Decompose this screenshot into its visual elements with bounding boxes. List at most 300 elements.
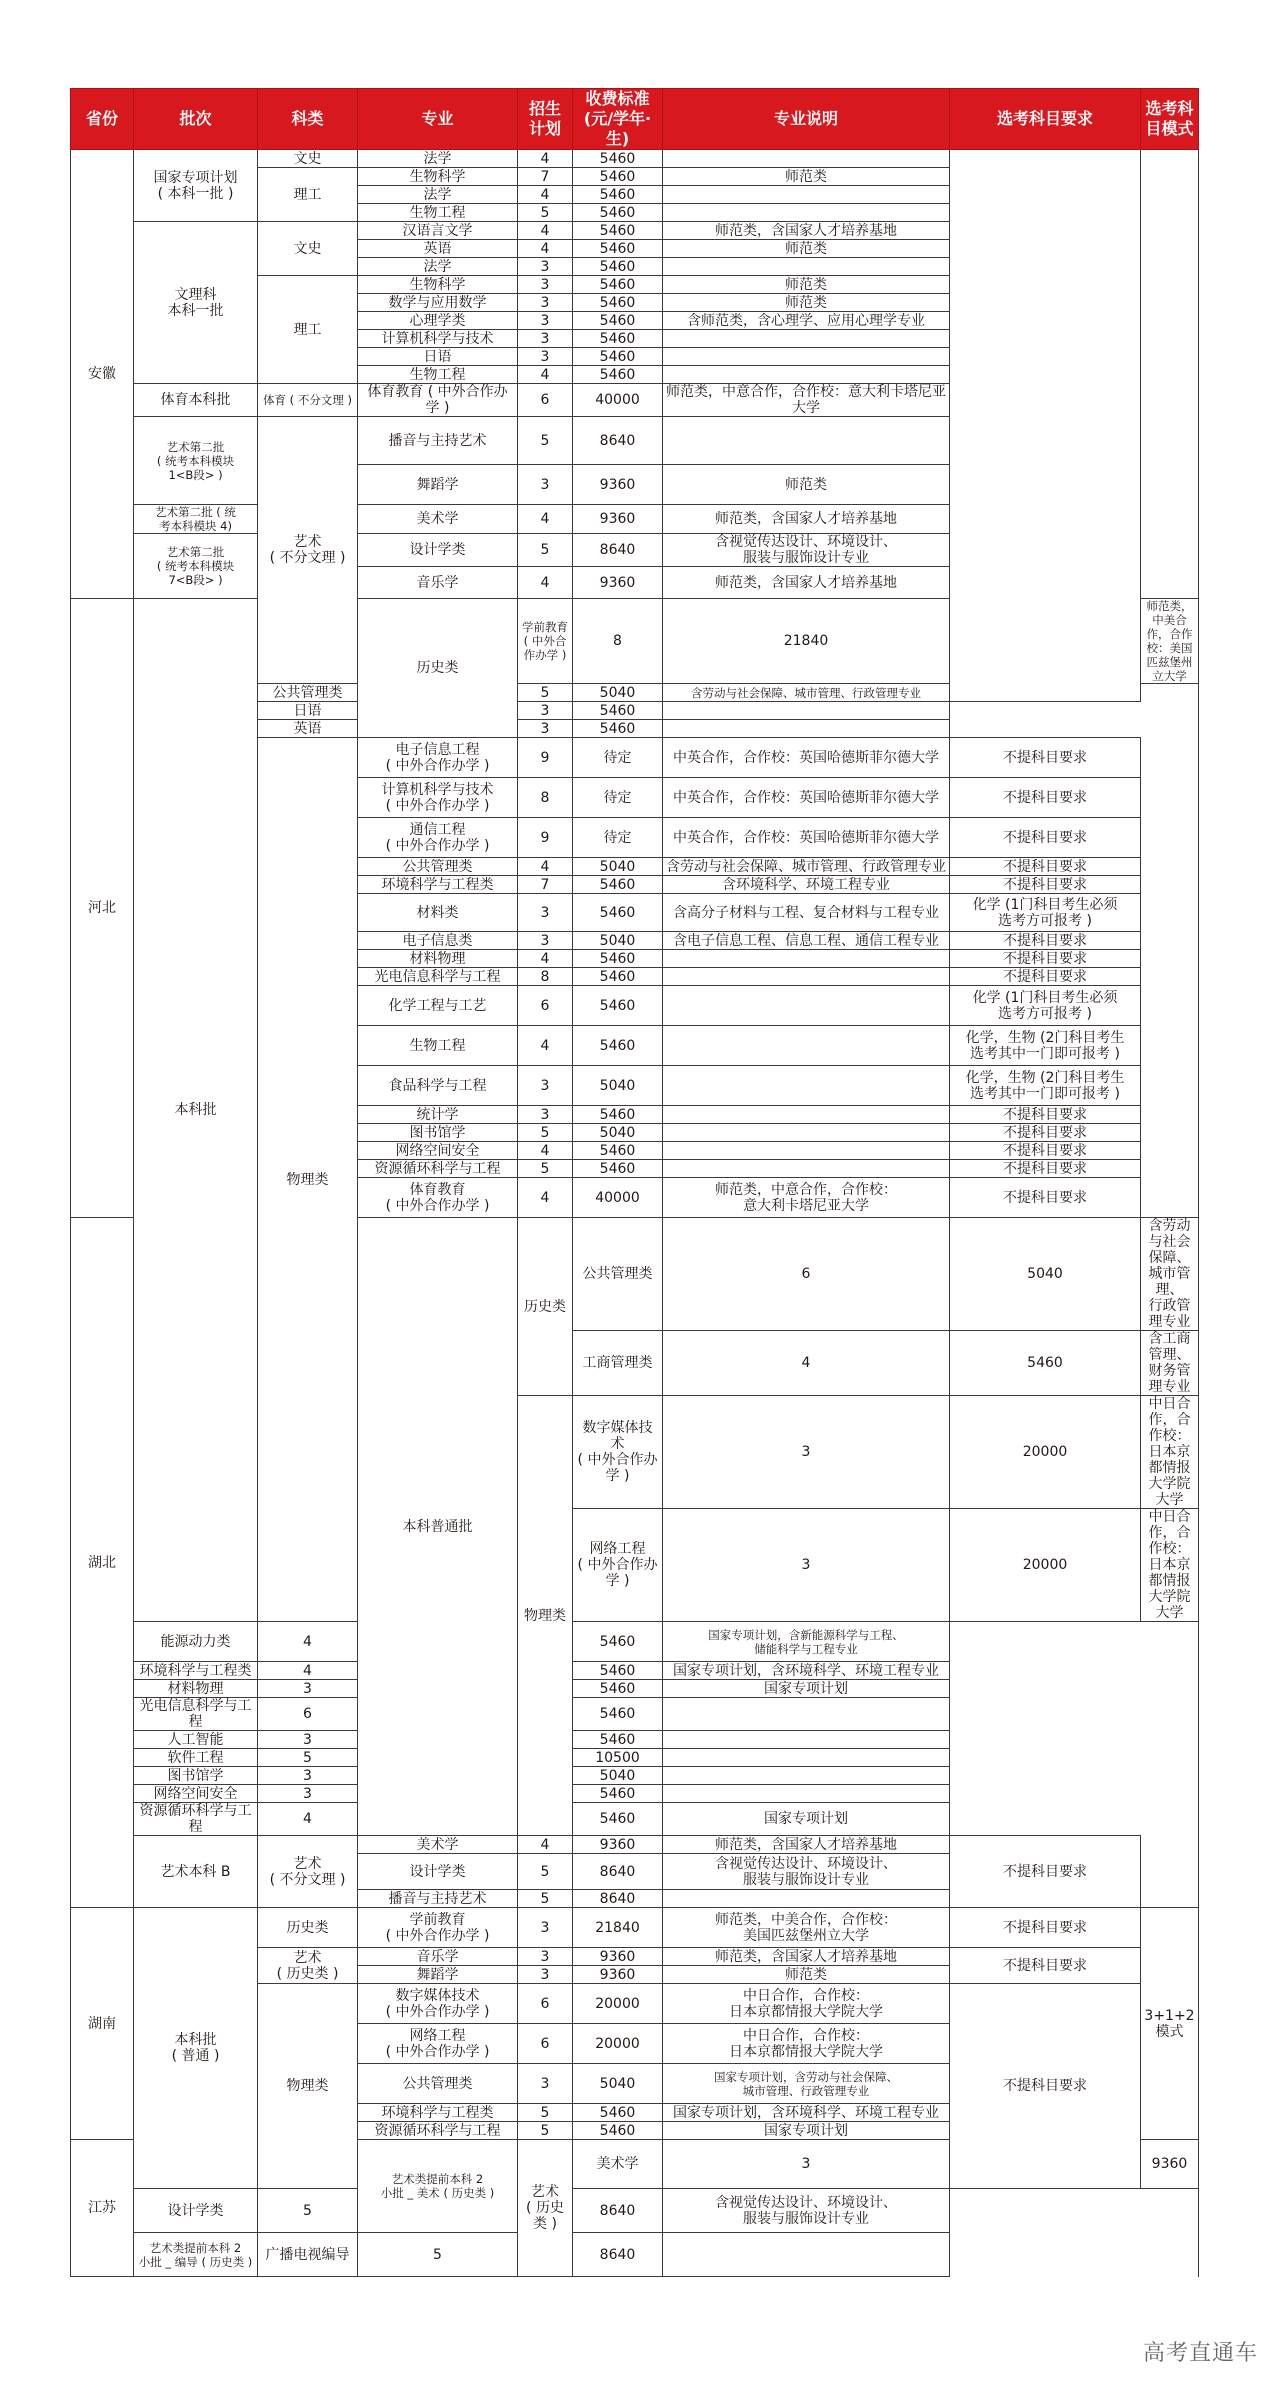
fee-cell: 8640: [573, 2189, 663, 2233]
fee-cell: 5040: [950, 1218, 1141, 1331]
category-cell: 文史: [258, 150, 358, 168]
category-cell: 物理类: [518, 1396, 573, 1836]
category-cell: 艺术 ( 不分文理 ): [258, 417, 358, 684]
plan-cell: 3: [518, 294, 573, 312]
plan-cell: 3: [518, 932, 573, 950]
major-cell: 英语: [358, 240, 518, 258]
subject-requirement-cell: 化学，生物 (2门科目考生 选考其中一门即可报考 ): [950, 1066, 1141, 1106]
major-cell: 能源动力类: [134, 1622, 258, 1662]
major-cell: 图书馆学: [358, 1124, 518, 1142]
subject-requirement-cell: 不提科目要求: [950, 1984, 1141, 2189]
major-cell: 网络工程 ( 中外合作办学 ): [573, 1509, 663, 1622]
batch-cell: 文理科 本科一批: [134, 222, 258, 384]
plan-cell: 3: [518, 1066, 573, 1106]
fee-cell: 8640: [573, 534, 663, 567]
batch-cell: 艺术本科 B: [134, 1836, 258, 1908]
note-cell: 师范类，含国家人才培养基地: [663, 1948, 950, 1966]
note-cell: 师范类: [663, 240, 950, 258]
note-cell: 含劳动与社会保障、城市管理、行政管理专业: [663, 858, 950, 876]
note-cell: 师范类，中美合作，合作校：美国匹兹堡州立大学: [1141, 599, 1199, 684]
note-cell: 师范类: [663, 465, 950, 505]
major-cell: 播音与主持艺术: [358, 417, 518, 465]
plan-cell: 3: [258, 1731, 358, 1749]
note-cell: 国家专项计划，含环境科学、环境工程专业: [663, 2104, 950, 2122]
subject-requirement-cell: 不提科目要求: [950, 738, 1141, 778]
table-row: [71, 1698, 1199, 1731]
enrollment-plan-table: [70, 88, 1199, 2277]
fee-cell: 5460: [573, 240, 663, 258]
table-row: [71, 1803, 1199, 1836]
note-cell: 师范类，含国家人才培养基地: [663, 505, 950, 534]
note-cell: [663, 720, 950, 738]
note-cell: [663, 1698, 950, 1731]
major-cell: 计算机科学与技术 ( 中外合作办学 ): [358, 778, 518, 818]
header-batch: 批次: [134, 89, 258, 150]
note-cell: [663, 1785, 950, 1803]
fee-cell: 9360: [573, 1948, 663, 1966]
subject-requirement-cell: 不提科目要求: [950, 818, 1141, 858]
fee-cell: 5040: [573, 2064, 663, 2104]
major-cell: 日语: [358, 348, 518, 366]
fee-cell: 8640: [573, 1854, 663, 1890]
plan-cell: 4: [258, 1662, 358, 1680]
plan-cell: 9: [518, 738, 573, 778]
fee-cell: 5460: [573, 294, 663, 312]
note-cell: [663, 950, 950, 968]
category-cell: 物理类: [258, 1984, 358, 2189]
note-cell: 中英合作，合作校：英国哈德斯菲尔德大学: [663, 778, 950, 818]
fee-cell: 5040: [573, 1066, 663, 1106]
fee-cell: 9360: [573, 505, 663, 534]
major-cell: 资源循环科学与工程: [134, 1803, 258, 1836]
major-cell: 播音与主持艺术: [358, 1890, 518, 1908]
fee-cell: 5040: [573, 932, 663, 950]
subject-requirement-cell: [950, 150, 1141, 702]
plan-cell: 4: [518, 505, 573, 534]
major-cell: 电子信息类: [358, 932, 518, 950]
note-cell: [663, 968, 950, 986]
note-cell: [663, 330, 950, 348]
major-cell: 公共管理类: [258, 684, 358, 702]
note-cell: 师范类: [663, 1966, 950, 1984]
major-cell: 资源循环科学与工程: [358, 1160, 518, 1178]
category-cell: 文史: [258, 222, 358, 276]
plan-cell: 4: [518, 240, 573, 258]
table-row: [71, 1662, 1199, 1680]
note-cell: 中日合作，合作校： 日本京都情报大学院大学: [1141, 1509, 1199, 1622]
plan-cell: 3: [518, 312, 573, 330]
fee-cell: 5460: [573, 1026, 663, 1066]
batch-cell: 艺术第二批 ( 统考本科模块 7<B段> ): [134, 534, 258, 599]
plan-cell: 5: [518, 1160, 573, 1178]
fee-cell: 5460: [573, 1698, 663, 1731]
fee-cell: 9360: [573, 1836, 663, 1854]
major-cell: 网络空间安全: [134, 1785, 258, 1803]
fee-cell: 5460: [950, 1331, 1141, 1396]
header-major: 专业: [358, 89, 518, 150]
fee-cell: 8640: [573, 417, 663, 465]
plan-cell: 4: [518, 222, 573, 240]
table-row: [71, 1767, 1199, 1785]
note-cell: 师范类，含国家人才培养基地: [663, 222, 950, 240]
plan-cell: 5: [518, 417, 573, 465]
note-cell: 中日合作，合作校： 日本京都情报大学院大学: [1141, 1396, 1199, 1509]
province-cell: 江苏: [71, 2140, 134, 2277]
note-cell: 师范类: [663, 168, 950, 186]
note-cell: 含师范类，含心理学、应用心理学专业: [663, 312, 950, 330]
major-cell: 生物科学: [358, 168, 518, 186]
major-cell: 网络工程 ( 中外合作办学 ): [358, 2024, 518, 2064]
fee-cell: 20000: [573, 1984, 663, 2024]
fee-cell: 5460: [573, 2122, 663, 2140]
note-cell: [663, 366, 950, 384]
major-cell: 化学工程与工艺: [358, 986, 518, 1026]
fee-cell: 5460: [573, 720, 663, 738]
fee-cell: 5460: [573, 968, 663, 986]
major-cell: 法学: [358, 150, 518, 168]
category-cell: 艺术 ( 不分文理 ): [258, 1836, 358, 1908]
plan-cell: 4: [518, 366, 573, 384]
plan-cell: 5: [518, 1890, 573, 1908]
note-cell: [663, 150, 950, 168]
fee-cell: 5460: [573, 150, 663, 168]
category-cell: 体育 ( 不分文理 ): [258, 384, 358, 417]
note-cell: [663, 186, 950, 204]
batch-cell: 艺术类提前本科 2 小批 _ 美术 ( 历史类 ): [358, 2140, 518, 2233]
major-cell: 英语: [258, 720, 358, 738]
header-fee: 收费标准 (元/学年·生): [573, 89, 663, 150]
fee-cell: 5460: [573, 276, 663, 294]
table-row: [71, 1836, 1199, 1854]
fee-cell: 9360: [1141, 2140, 1199, 2189]
note-cell: [663, 1731, 950, 1749]
batch-cell: 艺术第二批 ( 统考本科模块 1<B段> ): [134, 417, 258, 505]
major-cell: 公共管理类: [358, 858, 518, 876]
plan-cell: 3: [258, 1785, 358, 1803]
note-cell: [663, 204, 950, 222]
fee-cell: 5460: [573, 312, 663, 330]
note-cell: [663, 986, 950, 1026]
fee-cell: 待定: [573, 778, 663, 818]
fee-cell: 待定: [573, 818, 663, 858]
fee-cell: 20000: [950, 1396, 1141, 1509]
fee-cell: 5460: [573, 2104, 663, 2122]
batch-cell: 艺术第二批 ( 统 考本科模块 4): [134, 505, 258, 534]
note-cell: [663, 2233, 950, 2277]
fee-cell: 9360: [573, 465, 663, 505]
note-cell: [663, 1066, 950, 1106]
note-cell: 国家专项计划，含新能源科学与工程、 储能科学与工程专业: [663, 1622, 950, 1662]
major-cell: 设计学类: [358, 534, 518, 567]
plan-cell: 3: [518, 1966, 573, 1984]
subject-requirement-cell: 不提科目要求: [950, 1908, 1141, 1948]
major-cell: 公共管理类: [573, 1218, 663, 1331]
subject-requirement-cell: 不提科目要求: [950, 1106, 1141, 1124]
major-cell: 生物工程: [358, 366, 518, 384]
major-cell: 学前教育 ( 中外合作办学 ): [358, 1908, 518, 1948]
major-cell: 日语: [258, 702, 358, 720]
major-cell: 环境科学与工程类: [358, 876, 518, 894]
fee-cell: 5460: [573, 1142, 663, 1160]
category-cell: 物理类: [258, 738, 358, 1622]
subject-requirement-cell: 化学 (1门科目考生必须 选考方可报考 ): [950, 986, 1141, 1026]
major-cell: 舞蹈学: [358, 1966, 518, 1984]
plan-cell: 3: [518, 2064, 573, 2104]
major-cell: 广播电视编导: [258, 2233, 358, 2277]
fee-cell: 5040: [573, 858, 663, 876]
note-cell: 中日合作，合作校： 日本京都情报大学院大学: [663, 2024, 950, 2064]
plan-cell: 3: [518, 702, 573, 720]
major-cell: 美术学: [573, 2140, 663, 2189]
plan-cell: 6: [518, 2024, 573, 2064]
major-cell: 食品科学与工程: [358, 1066, 518, 1106]
major-cell: 材料物理: [358, 950, 518, 968]
plan-cell: 5: [258, 2189, 358, 2233]
plan-cell: 3: [518, 276, 573, 294]
subject-requirement-cell: 不提科目要求: [950, 1124, 1141, 1142]
fee-cell: 5460: [573, 1731, 663, 1749]
major-cell: 数字媒体技术 ( 中外合作办学 ): [573, 1396, 663, 1509]
plan-cell: 7: [518, 876, 573, 894]
note-cell: 中英合作，合作校：英国哈德斯菲尔德大学: [663, 738, 950, 778]
plan-cell: 5: [358, 2233, 518, 2277]
table-row: [71, 2233, 1199, 2277]
table-row: [71, 1680, 1199, 1698]
note-cell: [663, 1124, 950, 1142]
category-cell: 理工: [258, 168, 358, 222]
plan-cell: 3: [518, 1908, 573, 1948]
note-cell: 师范类，中美合作，合作校： 美国匹兹堡州立大学: [663, 1908, 950, 1948]
plan-cell: 6: [663, 1218, 950, 1331]
note-cell: 含高分子材料与工程、复合材料与工程专业: [663, 894, 950, 932]
header-plan: 招生 计划: [518, 89, 573, 150]
note-cell: 中英合作，合作校：英国哈德斯菲尔德大学: [663, 818, 950, 858]
major-cell: 设计学类: [358, 1854, 518, 1890]
plan-cell: 9: [518, 818, 573, 858]
note-cell: [663, 1160, 950, 1178]
note-cell: 师范类，中意合作，合作校： 意大利卡塔尼亚大学: [663, 1178, 950, 1218]
plan-cell: 4: [518, 150, 573, 168]
major-cell: 音乐学: [358, 1948, 518, 1966]
note-cell: 国家专项计划: [663, 2122, 950, 2140]
note-cell: [663, 348, 950, 366]
plan-cell: 3: [518, 1106, 573, 1124]
note-cell: 含视觉传达设计、环境设计、 服装与服饰设计专业: [663, 534, 950, 567]
subject-requirement-cell: 不提科目要求: [950, 1836, 1141, 1908]
major-cell: 计算机科学与技术: [358, 330, 518, 348]
table-body: [71, 150, 1199, 2277]
major-cell: 法学: [358, 186, 518, 204]
subject-requirement-cell: 化学 (1门科目考生必须 选考方可报考 ): [950, 894, 1141, 932]
plan-cell: 5: [518, 1124, 573, 1142]
note-cell: 国家专项计划: [663, 1803, 950, 1836]
fee-cell: 5040: [573, 1767, 663, 1785]
plan-cell: 3: [518, 720, 573, 738]
subject-mode-cell: 3+1+2 模式: [1141, 1908, 1199, 2140]
province-cell: 湖北: [71, 1218, 134, 1908]
plan-cell: 4: [518, 567, 573, 599]
plan-cell: 8: [518, 778, 573, 818]
plan-cell: 4: [518, 858, 573, 876]
province-cell: 河北: [71, 599, 134, 1218]
table-row: [71, 1731, 1199, 1749]
table-row: [71, 1908, 1199, 1948]
fee-cell: 8640: [573, 1890, 663, 1908]
major-cell: 光电信息科学与工程: [358, 968, 518, 986]
fee-cell: 5460: [573, 950, 663, 968]
header-subject-requirement: 选考科目要求: [950, 89, 1141, 150]
plan-cell: 6: [258, 1698, 358, 1731]
note-cell: 国家专项计划: [663, 1680, 950, 1698]
batch-cell: 本科批 ( 普通 ): [134, 1908, 258, 2189]
major-cell: 设计学类: [134, 2189, 258, 2233]
major-cell: 环境科学与工程类: [134, 1662, 258, 1680]
fee-cell: 5460: [573, 702, 663, 720]
plan-cell: 5: [518, 1854, 573, 1890]
note-cell: 含视觉传达设计、环境设计、 服装与服饰设计专业: [663, 1854, 950, 1890]
plan-cell: 4: [518, 950, 573, 968]
fee-cell: 8640: [573, 2233, 663, 2277]
note-cell: 师范类: [663, 294, 950, 312]
province-cell: 安徽: [71, 150, 134, 599]
fee-cell: 5460: [573, 894, 663, 932]
plan-cell: 4: [518, 1142, 573, 1160]
fee-cell: 5460: [573, 366, 663, 384]
plan-cell: 3: [518, 465, 573, 505]
fee-cell: 20000: [573, 2024, 663, 2064]
major-cell: 电子信息工程 ( 中外合作办学 ): [358, 738, 518, 778]
note-cell: [663, 1026, 950, 1066]
batch-cell: 本科批: [134, 599, 258, 1622]
watermark: 高考直通车: [1142, 2341, 1258, 2366]
plan-cell: 8: [573, 599, 663, 684]
plan-cell: 3: [518, 330, 573, 348]
category-cell: 历史类: [358, 599, 518, 738]
fee-cell: 5460: [573, 222, 663, 240]
subject-requirement-cell: 不提科目要求: [950, 950, 1141, 968]
subject-requirement-cell: 不提科目要求: [950, 968, 1141, 986]
table-row: [71, 150, 1199, 168]
plan-cell: 5: [518, 2122, 573, 2140]
fee-cell: 5460: [573, 348, 663, 366]
fee-cell: 40000: [573, 384, 663, 417]
note-cell: 师范类: [663, 276, 950, 294]
major-cell: 通信工程 ( 中外合作办学 ): [358, 818, 518, 858]
fee-cell: 5460: [573, 1680, 663, 1698]
plan-cell: 4: [518, 1836, 573, 1854]
batch-cell: 艺术类提前本科 2 小批 _ 编导 ( 历史类 ): [134, 2233, 258, 2277]
fee-cell: 40000: [573, 1178, 663, 1218]
batch-cell: 体育本科批: [134, 384, 258, 417]
plan-cell: 4: [258, 1803, 358, 1836]
major-cell: 音乐学: [358, 567, 518, 599]
major-cell: 数学与应用数学: [358, 294, 518, 312]
subject-mode-cell: [1141, 150, 1199, 599]
major-cell: 材料类: [358, 894, 518, 932]
major-cell: 网络空间安全: [358, 1142, 518, 1160]
fee-cell: 5460: [573, 1803, 663, 1836]
major-cell: 图书馆学: [134, 1767, 258, 1785]
note-cell: [663, 1106, 950, 1124]
note-cell: 师范类，含国家人才培养基地: [663, 1836, 950, 1854]
fee-cell: 9360: [573, 567, 663, 599]
subject-requirement-cell: 不提科目要求: [950, 1948, 1141, 1984]
plan-cell: 5: [518, 2104, 573, 2122]
subject-requirement-cell: 化学，生物 (2门科目考生 选考其中一门即可报考 ): [950, 1026, 1141, 1066]
header-note: 专业说明: [663, 89, 950, 150]
fee-cell: 5460: [573, 876, 663, 894]
category-cell: 历史类: [258, 1908, 358, 1948]
table-row: [71, 1622, 1199, 1662]
plan-cell: 4: [518, 1178, 573, 1218]
plan-cell: 5: [258, 1749, 358, 1767]
header-row: [71, 89, 1199, 150]
major-cell: 美术学: [358, 505, 518, 534]
major-cell: 学前教育 ( 中外合作办学 ): [518, 599, 573, 684]
subject-requirement-cell: 不提科目要求: [950, 1160, 1141, 1178]
major-cell: 生物工程: [358, 204, 518, 222]
note-cell: 含环境科学、环境工程专业: [663, 876, 950, 894]
plan-cell: 6: [518, 1984, 573, 2024]
major-cell: 体育教育 ( 中外合作办学 ): [358, 1178, 518, 1218]
plan-cell: 7: [518, 168, 573, 186]
category-cell: 理工: [258, 276, 358, 384]
plan-cell: 4: [518, 186, 573, 204]
major-cell: 生物工程: [358, 1026, 518, 1066]
major-cell: 人工智能: [134, 1731, 258, 1749]
major-cell: 光电信息科学与工程: [134, 1698, 258, 1731]
plan-cell: 6: [518, 986, 573, 1026]
note-cell: [663, 1767, 950, 1785]
subject-requirement-cell: 不提科目要求: [950, 858, 1141, 876]
category-cell: 艺术 ( 历史类 ): [258, 1948, 358, 1984]
note-cell: [663, 702, 950, 720]
fee-cell: 5460: [573, 986, 663, 1026]
fee-cell: 待定: [573, 738, 663, 778]
fee-cell: 20000: [950, 1509, 1141, 1622]
plan-cell: 8: [518, 968, 573, 986]
major-cell: 体育教育 ( 中外合作办学 ): [358, 384, 518, 417]
note-cell: [663, 258, 950, 276]
major-cell: 资源循环科学与工程: [358, 2122, 518, 2140]
fee-cell: 21840: [573, 1908, 663, 1948]
plan-cell: 3: [518, 894, 573, 932]
major-cell: 生物科学: [358, 276, 518, 294]
batch-cell: 国家专项计划 ( 本科一批 ): [134, 150, 258, 222]
major-cell: 法学: [358, 258, 518, 276]
fee-cell: 5460: [573, 186, 663, 204]
note-cell: 含工商管理、财务管理专业: [1141, 1331, 1199, 1396]
category-cell: 艺术 ( 历史类 ): [518, 2140, 573, 2277]
major-cell: 心理学类: [358, 312, 518, 330]
major-cell: 美术学: [358, 1836, 518, 1854]
plan-cell: 5: [518, 204, 573, 222]
plan-cell: 3: [518, 1948, 573, 1966]
plan-cell: 3: [258, 1680, 358, 1698]
major-cell: 公共管理类: [358, 2064, 518, 2104]
fee-cell: 5460: [573, 330, 663, 348]
fee-cell: 5040: [573, 684, 663, 702]
fee-cell: 5040: [573, 1124, 663, 1142]
major-cell: 舞蹈学: [358, 465, 518, 505]
note-cell: 中日合作，合作校： 日本京都情报大学院大学: [663, 1984, 950, 2024]
note-cell: 含劳动与社会保障、城市管理、行政管理专业: [663, 684, 950, 702]
note-cell: 国家专项计划，含环境科学、环境工程专业: [663, 1662, 950, 1680]
fee-cell: 21840: [663, 599, 950, 684]
plan-cell: 3: [663, 1509, 950, 1622]
fee-cell: 9360: [573, 1966, 663, 1984]
major-cell: 软件工程: [134, 1749, 258, 1767]
